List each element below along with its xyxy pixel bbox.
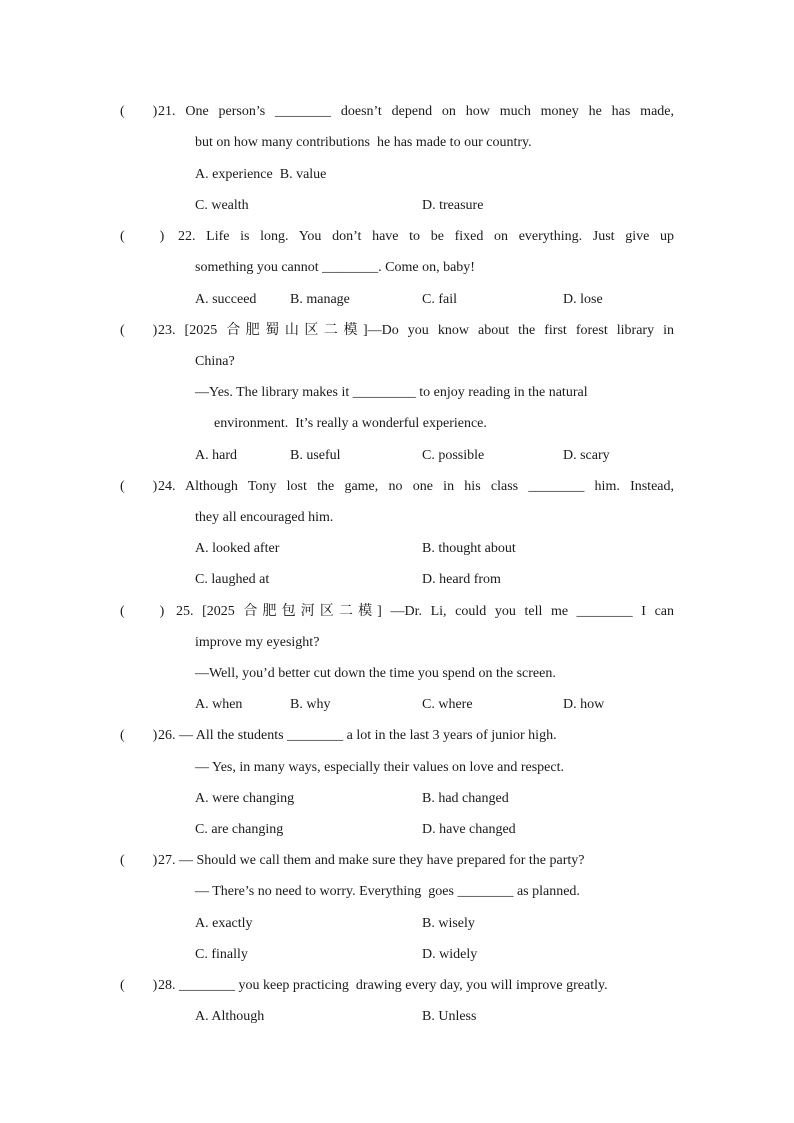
answer-bracket[interactable]: ( )	[120, 728, 158, 743]
option-d[interactable]: D. have changed	[422, 822, 516, 837]
question-23-dialogue: —Yes. The library makes it _________ to enjoy reading in the natural	[195, 385, 588, 400]
option-c[interactable]: C. possible	[422, 448, 485, 463]
question-24-stem-cont: they all encouraged him.	[195, 510, 334, 525]
answer-bracket[interactable]: ( )	[120, 978, 158, 993]
option-c[interactable]: C. finally	[195, 947, 248, 962]
answer-bracket[interactable]: ( )	[120, 229, 165, 244]
question-28-stem: 28. ________ you keep practicing drawing every day, you will improve greatly.	[158, 978, 608, 993]
option-c[interactable]: C. are changing	[195, 822, 284, 837]
question-26-dialogue: — Yes, in many ways, especially their values on love and respect.	[195, 760, 564, 775]
option-b[interactable]: B. Unless	[422, 1009, 477, 1024]
question-26-stem: 26. — All the students ________ a lot in the last 3 years of junior high.	[158, 728, 557, 743]
question-23-stem: 23. [2025 合肥蜀山区二模]—Do you know about the first forest library in	[158, 323, 674, 338]
option-a[interactable]: A. looked after	[195, 541, 280, 556]
option-d[interactable]: D. scary	[563, 448, 610, 463]
answer-bracket[interactable]: ( )	[120, 479, 158, 494]
option-b[interactable]: B. had changed	[422, 791, 509, 806]
option-a[interactable]: A. hard	[195, 448, 237, 463]
option-d[interactable]: D. lose	[563, 292, 603, 307]
option-b[interactable]: B. manage	[290, 292, 350, 307]
option-c[interactable]: C. fail	[422, 292, 457, 307]
option-c[interactable]: C. wealth	[195, 198, 249, 213]
answer-bracket[interactable]: ( )	[120, 853, 158, 868]
question-23-dialogue-cont: environment. It’s really a wonderful experience.	[214, 416, 487, 431]
question-21-stem: 21. One person’s ________ doesn’t depend on how much money he has made,	[158, 104, 674, 119]
question-27-stem: 27. — Should we call them and make sure they have prepared for the party?	[158, 853, 585, 868]
option-c[interactable]: C. where	[422, 697, 473, 712]
option-a[interactable]: A. were changing	[195, 791, 295, 806]
option-a[interactable]: A. succeed	[195, 292, 257, 307]
question-25-dialogue: —Well, you’d better cut down the time you spend on the screen.	[195, 666, 556, 681]
question-25-stem-cont: improve my eyesight?	[195, 635, 320, 650]
option-d[interactable]: D. widely	[422, 947, 478, 962]
option-b[interactable]: B. thought about	[422, 541, 516, 556]
option-d[interactable]: D. heard from	[422, 572, 501, 587]
answer-bracket[interactable]: ( )	[120, 104, 158, 119]
question-22-stem: 22. Life is long. You don’t have to be fixed on everything. Just give up	[178, 229, 674, 244]
option-a-b[interactable]: A. experience B. value	[195, 167, 327, 182]
question-25-stem: 25. [2025 合肥包河区二模] —Dr. Li, could you tell me ________ I can	[176, 604, 674, 619]
option-a[interactable]: A. when	[195, 697, 243, 712]
question-22-stem-cont: something you cannot ________. Come on, baby!	[195, 260, 475, 275]
option-d[interactable]: D. treasure	[422, 198, 484, 213]
option-a[interactable]: A. exactly	[195, 916, 253, 931]
question-24-stem: 24. Although Tony lost the game, no one in his class ________ him. Instead,	[158, 479, 674, 494]
question-27-dialogue: — There’s no need to worry. Everything goes ________ as planned.	[195, 884, 580, 899]
option-b[interactable]: B. useful	[290, 448, 341, 463]
option-c[interactable]: C. laughed at	[195, 572, 270, 587]
option-b[interactable]: B. why	[290, 697, 331, 712]
question-23-stem-cont: China?	[195, 354, 235, 369]
option-b[interactable]: B. wisely	[422, 916, 475, 931]
option-d[interactable]: D. how	[563, 697, 605, 712]
question-21-stem-cont: but on how many contributions he has made to our country.	[195, 135, 532, 150]
option-a[interactable]: A. Although	[195, 1009, 265, 1024]
answer-bracket[interactable]: ( )	[120, 323, 158, 338]
answer-bracket[interactable]: ( )	[120, 604, 165, 619]
